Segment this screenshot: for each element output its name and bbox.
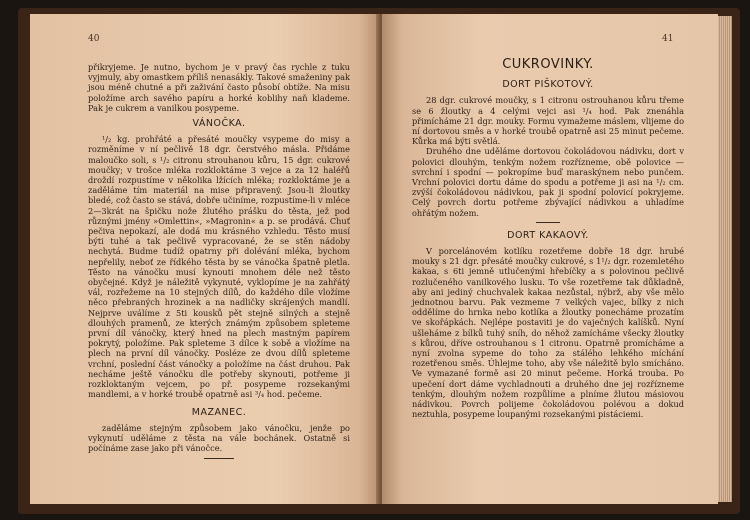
section-title-vanocka: VÁNOČKA. bbox=[192, 118, 246, 130]
section-title-mazanec: MAZANEC. bbox=[191, 406, 247, 418]
kakaovy-paragraph: V porcelánovém kotlíku rozetřeme dobře 18 dgr. hrubé mouky s 21 dgr. přesáté moučky cukrové, s 1¹/₂ dgr. rozemletého kakaa, s 6ti jemně utlučenými hřebíčky a s polovinou pečlivě rozlučeného vanilkového lusku. To vše rozetřeme tak důkladně, aby ani jediný chuchvalek kakaa nezůstal, nýbrž, aby vše mělo jednotnou barvu. Pak vezmeme 7 velkých vajec, bílky z nich oddělíme do hrnka nebo kotlíka a žloutky ponecháme prozatím ve skořápkách. Nejlépe postaviti je do vaječných kalíšků. Nyní ušleháme z bílků tuhý sníh, do něhož zamícháme všecky žloutky s kůrou, dříve ostrouhanou s 1 citronu. Opatrně promícháme a nyní zvolna sypeme do toho za stálého lehkého míchání rozetřenou směs. Úhlejme toho, aby vše náležitě bylo smícháno. Ve vymazané formě asi 20 minut pečeme. Horká trouba. Po upečení dort dáme vychladnouti a druhého dne jej rozřízneme tenkým, dlouhým nožem rozpůlíme a plníme žlutou másiovou nádivkou. Povrch polijeme čokoládovou polévou a dokud neztuhla, posypeme loupanými rozsekanými pistáciemi. bbox=[412, 246, 684, 420]
right-page bbox=[382, 14, 718, 504]
intro-paragraph: přikryjeme. Je nutno, bychom je v pravý čas rychle z tuku vyjmuly, aby omastkem příliš nenasákly. Takové smaženiny pak jsou méně chutné a při zaživání často působí obtíže. Na misu položíme arch savého papíru a horké koblihy naň klademe. Pak je cukrem a vanilkou posypeme. bbox=[88, 62, 350, 113]
piskotovy-paragraph-1: 28 dgr. cukrové moučky, s 1 citronu ostrouhanou kůru třeme se 6 žloutky a 4 celými vejci asi ¹/₄ hod. Pak znenáhla přimícháme 21 dgr. mouky. Formu vymažeme máslem, vlijeme do ní dortovou směs a v horké troubě opatrně asi 25 minut pečeme. Kůrka má býti světlá. bbox=[412, 95, 684, 147]
mazanec-recipe: zaděláme stejným způsobem jako vánočku, jenže po vykynutí uděláme z těsta na vále bochánek. Ostatně si počínáme zase jako při vánočce. bbox=[88, 422, 350, 454]
chapter-title: CUKROVINKY. bbox=[502, 57, 594, 72]
left-page-text bbox=[88, 62, 350, 459]
right-page-text bbox=[412, 57, 684, 420]
page-number-left: 40 bbox=[88, 34, 100, 44]
section-title-kakaovy: DORT KAKAOVÝ. bbox=[507, 229, 589, 241]
left-page bbox=[30, 14, 380, 504]
piskotovy-paragraph-2: Druhého dne uděláme dortovou čokoládovou nádivku, dort v polovici dlouhým, tenkým nožem rozřízneme, obě polovice — svrchní i spodní — pokropíme buď maraskýnem nebo punčem. Vrchní polovici dortu dáme do spodu a potřeme ji asi na ¹/₂ cm. zvýší čokoládovou nádivkou, pak ji spodní polovicí pokryjeme. Celý povrch dortu potřeme zbývající nádivkou a uhladíme ohřátým nožem. bbox=[412, 146, 684, 218]
section-divider bbox=[536, 222, 560, 223]
ornament-rule bbox=[204, 458, 234, 459]
page-number-right: 41 bbox=[662, 34, 674, 44]
vanocka-recipe: ¹/₂ kg. prohřáté a přesáté moučky vsypeme do misy a rozměníme v ní pečlivě 18 dgr. čerstvého másla. Přidáme maloučko soli, s ¹/₂ citronu strouhanou kůru, 15 dgr. cukrové moučky; v trošce mléka rozkloktáme 3 vejce a za 12 haléřů droždí rozpustíme v několika lžících mléka; rozkloktáme je a zaděláme tím materiál na mise připravený. Jsou-li žloutky bledé, což často se stává, dobře učiníme, rozpustíme-li v mléce 2—3krát na špičku nože žlutého prášku do těsta, jež pod různými jmény »Omlettin«, »Magronin« a p. se prodává. Chuť pečiva nepokazí, ale dodá mu krásného vzhledu. Těsto musí býti tuhé a tak pečlivě vypracované, že se stěn nádoby nechytá. Budme tudíž opatrny při dolévání mléka, bychom nepřelily, neboť ze řídkého těsta by se vánočka špatně pletla. Těsto na vánočku musí kynouti mnohem déle než těsto obyčejné. Když je náležitě vykynuté, vyklopíme je na zahřátý vál, rozřežeme na 10 stejných dílů, do každého díle vložíme něco přebraných hrozinek a na nadličky skrájených mandlí. Nejprve uválíme z 5ti kousků pět stejně silných a stejně dlouhých pramenů, ze kterých známým způsobem spleteme první díl vánočky, který hned na plech mastným papírem pokrytý, položíme. Pak spleteme 3 dílce k sobě a vložíme na plech na první díl vánočky. Posléze ze dvou dílů spleteme vrchní, poslední část vánočky a položíme na část druhou. Pak necháme ještě vánočku dle potřeby skynouti, potřeme ji rozkloktaným vejcem, po př. posypeme rozsekanými mandlemi, a v horké troubě opatrně asi ³/₄ hod. pečeme. bbox=[88, 134, 350, 400]
page-edges bbox=[718, 16, 732, 502]
section-title-piskotovy: DORT PIŠKOTOVÝ. bbox=[502, 79, 594, 91]
